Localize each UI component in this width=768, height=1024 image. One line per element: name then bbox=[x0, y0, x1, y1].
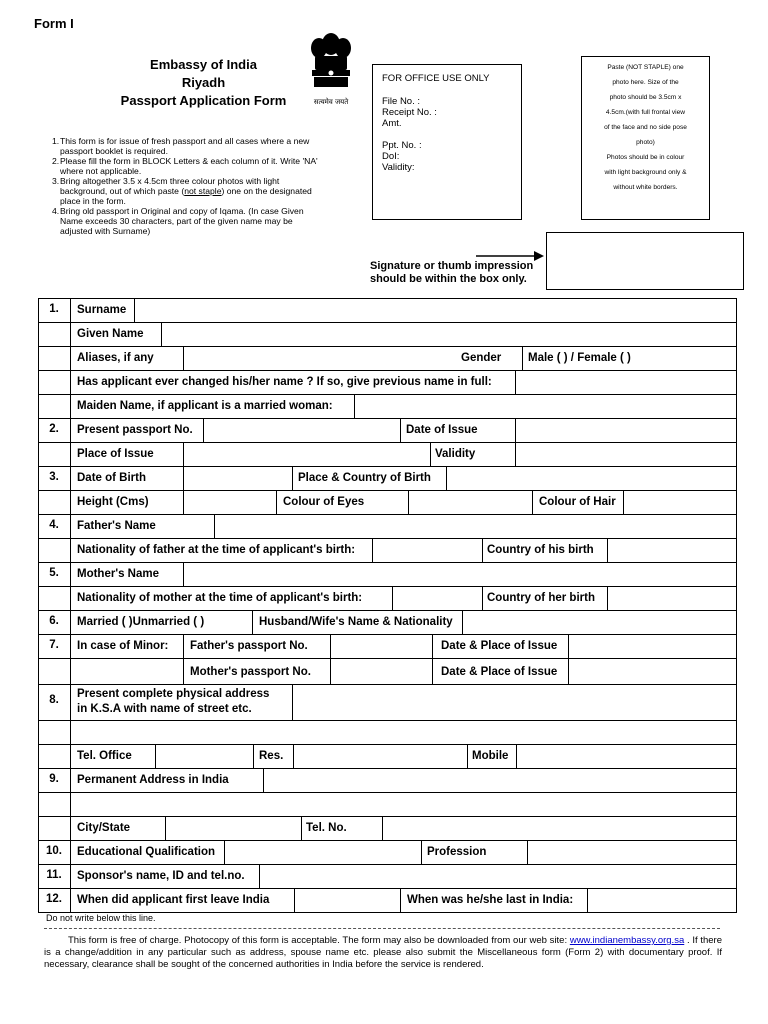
city-state-label: City/State bbox=[77, 822, 131, 834]
photo-instruction: Photos should be in colour bbox=[606, 154, 685, 161]
gender-options[interactable]: Male ( ) / Female ( ) bbox=[528, 352, 631, 364]
marital-status-label[interactable]: Married ( )Unmarried ( ) bbox=[77, 616, 205, 628]
instruction-item: 4. Bring old passport in Original and copy of Iqama. (In case Given Name exceeds 30 characters, part of the given name may be adjusted with Surname) bbox=[52, 206, 304, 236]
changed-name-label: Has applicant ever changed his/her name ? If so, give previous name in full: bbox=[77, 376, 492, 388]
profession-label: Profession bbox=[427, 846, 487, 858]
place-of-issue-label: Place of Issue bbox=[77, 448, 154, 460]
surname-label: Surname bbox=[77, 304, 127, 316]
last-in-india-label: When was he/she last in India: bbox=[407, 894, 574, 906]
footer-note: This form is free of charge. Photocopy of this form is acceptable. The form may also be downloaded from our web site: www.indianembassy.org.sa . If there is a change/addition in any particular such as address, spouse name etc. please also submit the Miscellaneous form (Form 2) with documentary proof. If necessary, clearance shall be sought of the concerned authorities in India before the service is rendered. bbox=[44, 935, 722, 970]
city-name: Riyadh bbox=[181, 75, 226, 90]
father-nationality-label: Nationality of father at the time of applicant's birth: bbox=[77, 544, 356, 556]
spouse-label: Husband/Wife's Name & Nationality bbox=[259, 616, 453, 628]
row-number: 12. bbox=[46, 893, 62, 905]
photo-instruction: of the face and no side pose bbox=[604, 124, 687, 131]
mother-passport-label: Mother's passport No. bbox=[190, 666, 311, 678]
form-name: Passport Application Form bbox=[120, 93, 287, 108]
aliases-label: Aliases, if any bbox=[77, 352, 154, 364]
father-passport-label: Father's passport No. bbox=[190, 640, 308, 652]
instruction-item: 3. Bring altogether 3.5 x 4.5cm three colour photos with light background, out of which paste (not staple) one on the designated place in the form. bbox=[52, 176, 312, 206]
permanent-address-label: Permanent Address in India bbox=[77, 774, 229, 786]
photo-instruction: photo here. Size of the bbox=[612, 79, 679, 86]
given-name-label: Given Name bbox=[77, 328, 144, 340]
minor-label: In case of Minor: bbox=[77, 640, 169, 652]
gender-label: Gender bbox=[461, 352, 502, 364]
row-number: 4. bbox=[49, 519, 59, 531]
doi-label: DoI: bbox=[382, 151, 400, 162]
mother-nationality-label: Nationality of mother at the time of applicant's birth: bbox=[77, 592, 363, 604]
photo-instruction: Paste (NOT STAPLE) one bbox=[607, 64, 684, 71]
photo-instruction: photo) bbox=[636, 139, 655, 146]
row-number: 9. bbox=[49, 773, 59, 785]
row-number: 3. bbox=[49, 471, 59, 483]
row-number: 11. bbox=[46, 869, 62, 881]
form-title bbox=[96, 56, 311, 110]
photo-instruction: 4.5cm.(with full frontal view bbox=[605, 109, 686, 116]
eye-colour-label: Colour of Eyes bbox=[283, 496, 365, 508]
row-number: 10. bbox=[46, 845, 62, 857]
date-place-issue-label: Date & Place of Issue bbox=[441, 666, 558, 678]
photo-instruction: without white borders. bbox=[613, 184, 678, 191]
mobile-label: Mobile bbox=[472, 750, 509, 762]
website-link[interactable]: www.indianembassy.org.sa bbox=[569, 935, 685, 946]
validity-label: Validity: bbox=[382, 162, 415, 173]
photo-instruction: photo should be 3.5cm x bbox=[609, 94, 682, 101]
sponsor-label: Sponsor's name, ID and tel.no. bbox=[77, 870, 245, 882]
tel-no-label: Tel. No. bbox=[306, 822, 347, 834]
embassy-name: Embassy of India bbox=[150, 57, 257, 72]
validity-label: Validity bbox=[435, 448, 476, 460]
row-number: 7. bbox=[49, 639, 59, 651]
place-country-birth-label: Place & Country of Birth bbox=[298, 472, 431, 484]
amt-label: Amt. bbox=[382, 118, 402, 129]
office-heading: FOR OFFICE USE ONLY bbox=[382, 73, 490, 84]
receipt-no-label: Receipt No. : bbox=[382, 107, 437, 118]
present-passport-label: Present passport No. bbox=[77, 424, 193, 436]
cut-line bbox=[44, 928, 720, 929]
father-name-label: Father's Name bbox=[77, 520, 156, 532]
maiden-name-label: Maiden Name, if applicant is a married woman: bbox=[77, 400, 333, 412]
row-number: 5. bbox=[49, 567, 59, 579]
row-number: 8. bbox=[49, 694, 59, 706]
country-his-birth-label: Country of his birth bbox=[487, 544, 594, 556]
tel-office-label: Tel. Office bbox=[77, 750, 132, 762]
signature-note: Signature or thumb impression should be within the box only. bbox=[370, 260, 534, 285]
application-table bbox=[38, 298, 737, 912]
emblem-motto: सत्यमेव जयते bbox=[313, 98, 349, 106]
mother-name-label: Mother's Name bbox=[77, 568, 159, 580]
country-her-birth-label: Country of her birth bbox=[487, 592, 595, 604]
photo-box[interactable] bbox=[581, 56, 710, 220]
file-no-label: File No. : bbox=[382, 96, 421, 107]
signature-box[interactable] bbox=[546, 232, 744, 290]
education-label: Educational Qualification bbox=[77, 846, 216, 858]
office-use-box bbox=[372, 64, 522, 220]
date-place-issue-label: Date & Place of Issue bbox=[441, 640, 558, 652]
dob-label: Date of Birth bbox=[77, 472, 146, 484]
date-of-issue-label: Date of Issue bbox=[406, 424, 478, 436]
form-label: Form I bbox=[34, 16, 74, 31]
present-address-label: Present complete physical address bbox=[77, 688, 270, 700]
row-number: 2. bbox=[49, 423, 59, 435]
height-label: Height (Cms) bbox=[77, 496, 149, 508]
tel-res-label: Res. bbox=[259, 750, 284, 762]
hair-colour-label: Colour of Hair bbox=[539, 496, 616, 508]
row-number: 6. bbox=[49, 615, 59, 627]
first-leave-label: When did applicant first leave India bbox=[77, 894, 270, 906]
photo-instruction: with light background only & bbox=[604, 169, 687, 176]
present-address-label: in K.S.A with name of street etc. bbox=[77, 703, 252, 715]
do-not-write-note: Do not write below this line. bbox=[46, 913, 156, 923]
instruction-item: 2. Please fill the form in BLOCK Letters & each column of it. Write 'NA' where not applicable. bbox=[52, 156, 318, 176]
ppt-no-label: Ppt. No. : bbox=[382, 140, 422, 151]
instructions-list bbox=[52, 136, 322, 236]
row-number: 1. bbox=[49, 303, 59, 315]
national-emblem-icon bbox=[305, 24, 357, 108]
instruction-item: 1. This form is for issue of fresh passport and all cases where a new passport booklet is required. bbox=[52, 136, 310, 156]
